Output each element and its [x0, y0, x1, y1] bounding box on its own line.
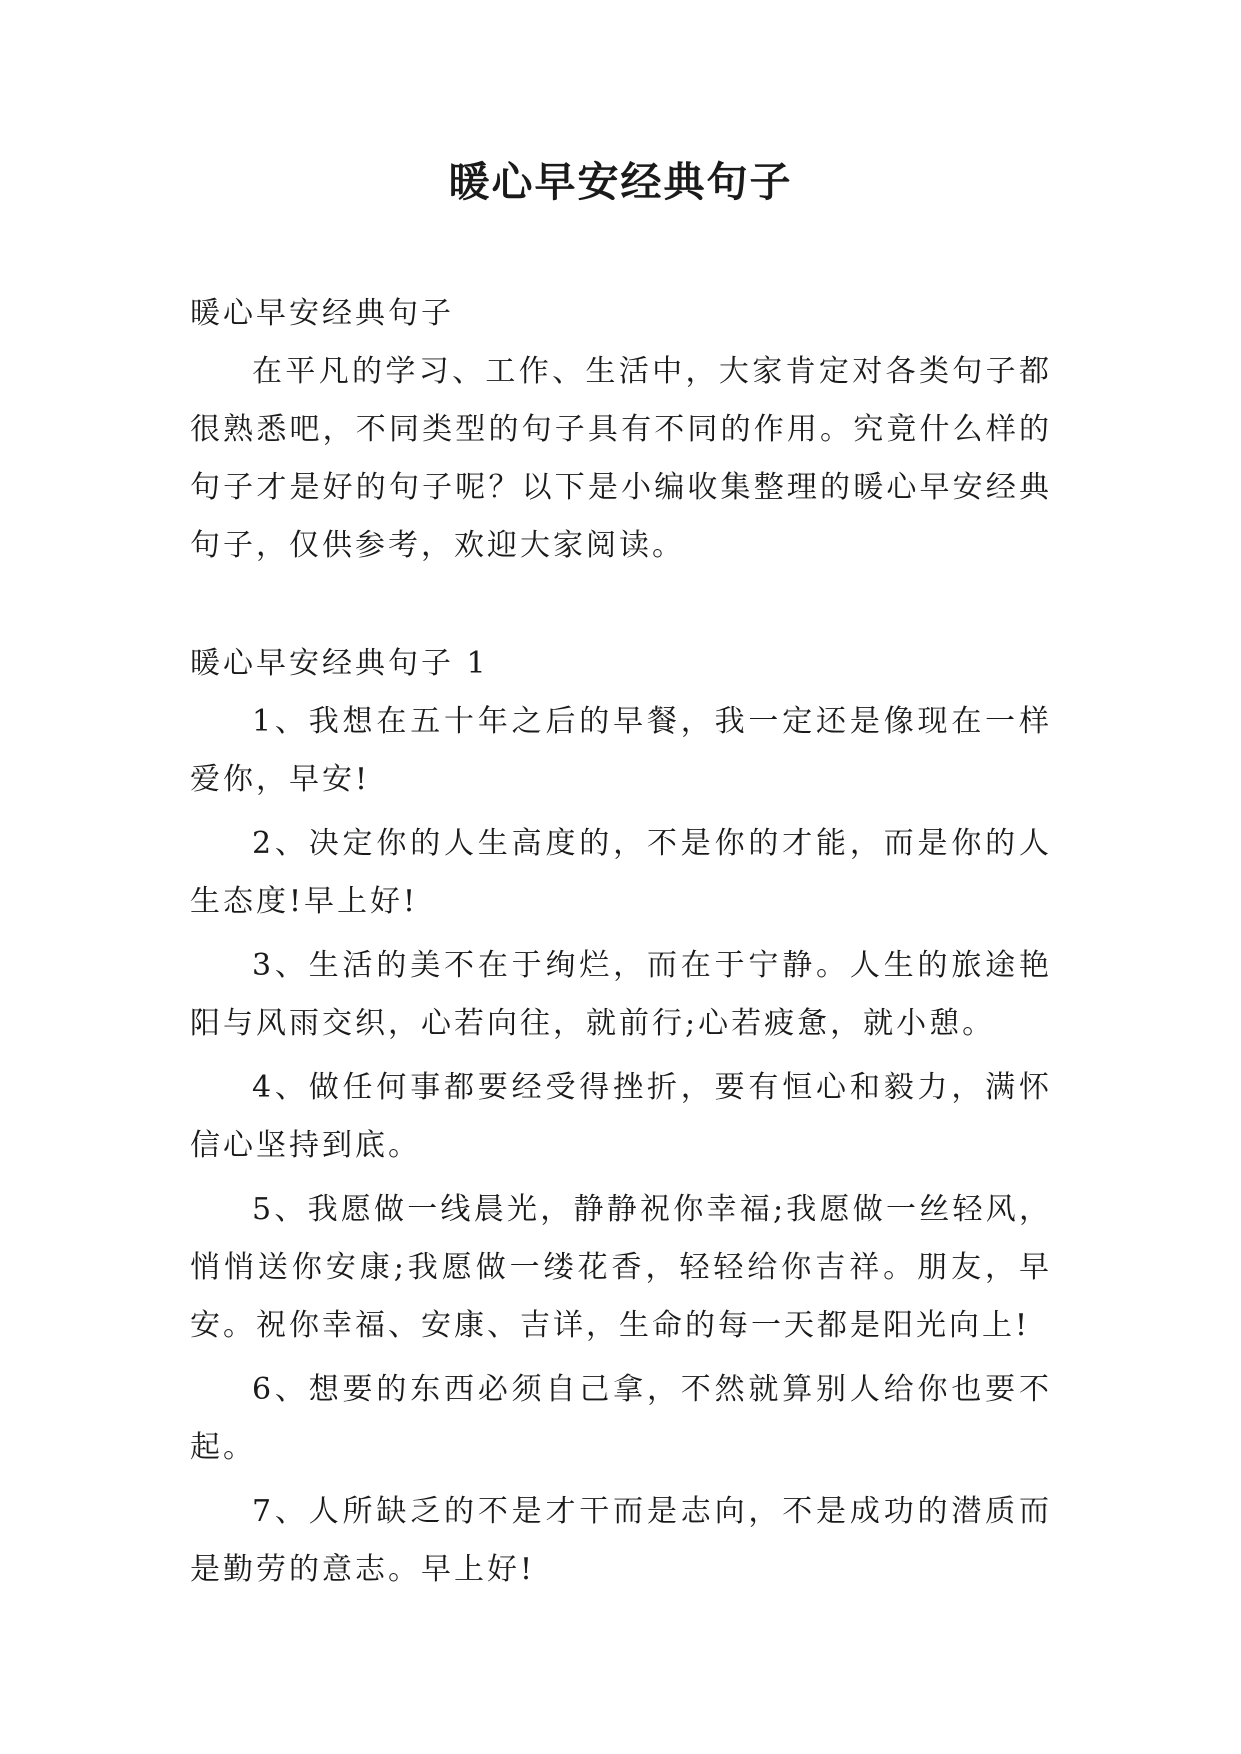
page-title: 暖心早安经典句子 [448, 158, 793, 206]
section-heading: 暖心早安经典句子 1 [190, 646, 489, 681]
list-item: 4、做任何事都要经受得挫折，要有恒心和毅力，满怀信心坚持到底。 [190, 1070, 1052, 1163]
list-item: 7、人所缺乏的不是才干而是志向，不是成功的潜质而是勤劳的意志。早上好! [190, 1494, 1052, 1587]
intro-heading: 暖心早安经典句子 [190, 296, 454, 331]
intro-paragraph: 在平凡的学习、工作、生活中，大家肯定对各类句子都很熟悉吧，不同类型的句子具有不同的作用。究竟什么样的句子才是好的句子呢？以下是小编收集整理的暖心早安经典句子，仅供参考，欢迎大家阅读。 [190, 354, 1052, 563]
list-item: 6、想要的东西必须自己拿，不然就算别人给你也要不起。 [190, 1372, 1052, 1465]
list-item: 2、决定你的人生高度的，不是你的才能，而是你的人生态度!早上好! [190, 826, 1052, 919]
document-body [190, 285, 1052, 1599]
list-item: 5、我愿做一线晨光，静静祝你幸福;我愿做一丝轻风，悄悄送你安康;我愿做一缕花香，轻轻给你吉祥。朋友，早安。祝你幸福、安康、吉详，生命的每一天都是阳光向上! [190, 1192, 1052, 1343]
section-spacer [190, 575, 1052, 635]
list-item: 3、生活的美不在于绚烂，而在于宁静。人生的旅途艳阳与风雨交织，心若向往，就前行;心若疲惫，就小憩。 [190, 948, 1052, 1041]
list-item: 1、我想在五十年之后的早餐，我一定还是像现在一样爱你，早安! [190, 704, 1052, 797]
